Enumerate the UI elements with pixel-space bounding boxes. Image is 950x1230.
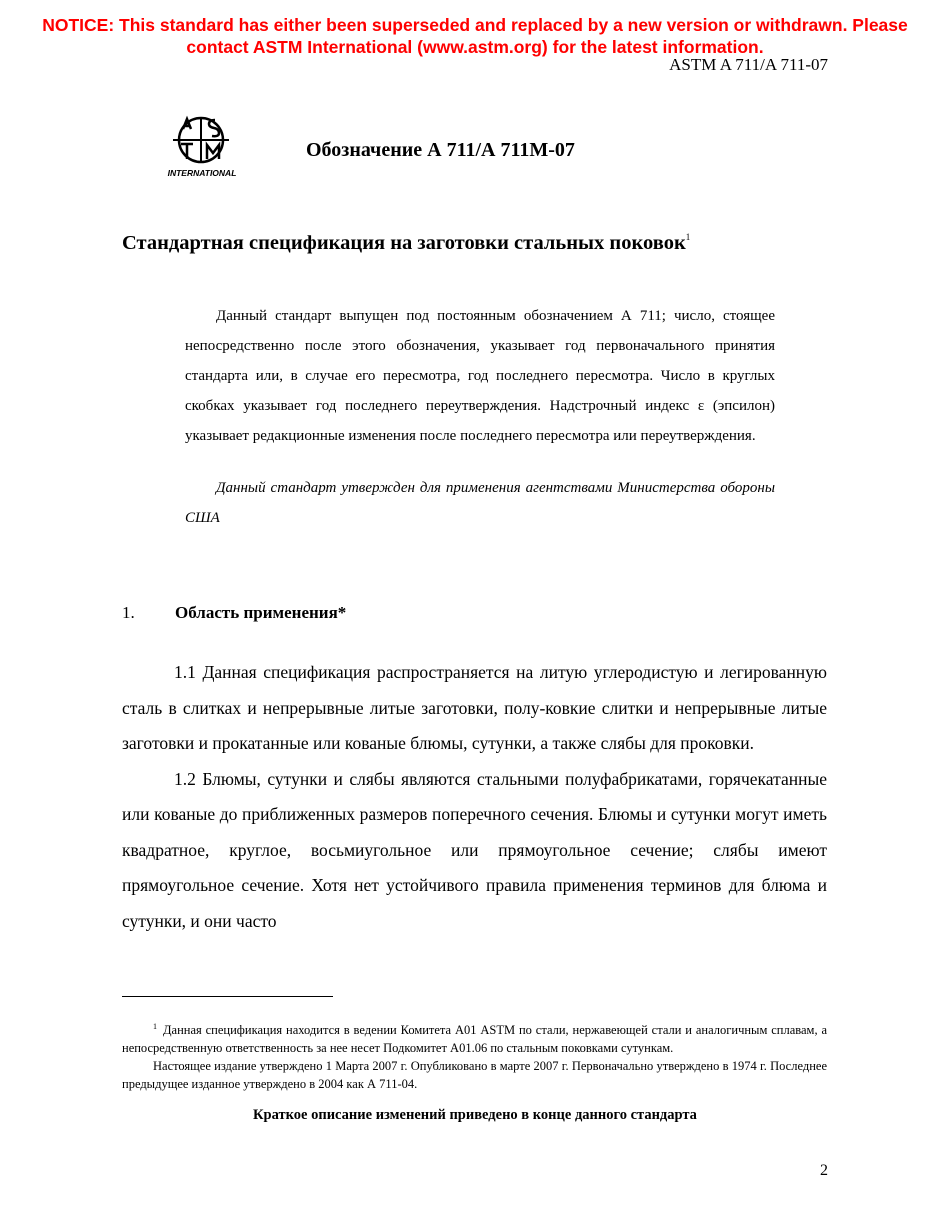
document-code: ASTM A 711/A 711-07 (669, 55, 828, 74)
title-footnote-ref: 1 (685, 232, 691, 242)
preamble-paragraph: Данный стандарт выпущен под постоянным обозначением А 711; число, стоящее непосредственно после этого обозначения, указывает год первоначального принятия стандарта или, в случае его пересмотра, год последнего пересмотра. Число в круглых скобках указывает год последнего переутверждения. Надстрочный индекс ε (эпсилон) указывает редакционные изменения после последнего пересмотра или переутверждения. (185, 308, 775, 444)
footnote-marker: 1 (153, 1022, 157, 1031)
withdrawal-notice (0, 14, 950, 58)
section-title: Область применения* (175, 603, 347, 622)
title-text: Стандартная спецификация на заготовки стальных поковок (122, 232, 686, 254)
section-number: 1. (122, 603, 135, 622)
dod-approval-note: Данный стандарт утвержден для применения агентствами Министерства обороны США (185, 480, 775, 526)
page-number: 2 (820, 1162, 828, 1179)
astm-logo-icon (163, 113, 241, 179)
footnote-text-1: Данная спецификация находится в ведении Комитета А01 ASTM по стали, нержавеющей стали и аналогичным сплавам, а непосредственную ответственность за нее несет Подкомитет А01.06 по стальным поковками сутункам. (122, 1023, 827, 1055)
footnote (122, 1018, 827, 1093)
section-heading (122, 603, 346, 623)
designation: Обозначение А 711/А 711М-07 (306, 139, 575, 161)
logo-caption: INTERNATIONAL (167, 168, 237, 178)
page-title (122, 232, 690, 255)
paragraph-1-2: 1.2 Блюмы, сутунки и слябы являются стальными полуфабрикатами, горячекатанные или кованые до приближенных размеров поперечного сечения. Блюмы и сутунки могут иметь квадратное, круглое, восьмиугольное или прямоугольное сечение; слябы имеют прямоугольное сечение. Хотя нет устойчивого правила применения терминов для блюма и сутунки, и они часто (122, 768, 827, 931)
preamble (185, 301, 775, 533)
section-body (122, 655, 827, 939)
paragraph-1-1: 1.1 Данная спецификация распространяется на литую углеродистую и легированную сталь в слитках и непрерывные литые заготовки, полу-ковкие слитки и непрерывные литые заготовки и прокатанные или кованые блюмы, сутунки, а также слябы для проковки. (122, 662, 827, 753)
notice-line-2: contact ASTM International (www.astm.org) for the latest information. (186, 37, 764, 57)
summary-of-changes-note: Краткое описание изменений приведено в конце данного стандарта (253, 1107, 697, 1123)
footnote-divider (122, 996, 333, 997)
notice-line-1: NOTICE: This standard has either been superseded and replaced by a new version or withdrawn. Please (42, 15, 908, 35)
footnote-text-2: Настоящее издание утверждено 1 Марта 2007 г. Опубликовано в марте 2007 г. Первоначально утверждено в 1974 г. Последнее предыдущее изданное утверждено в 2004 как А 711-04. (122, 1059, 827, 1091)
